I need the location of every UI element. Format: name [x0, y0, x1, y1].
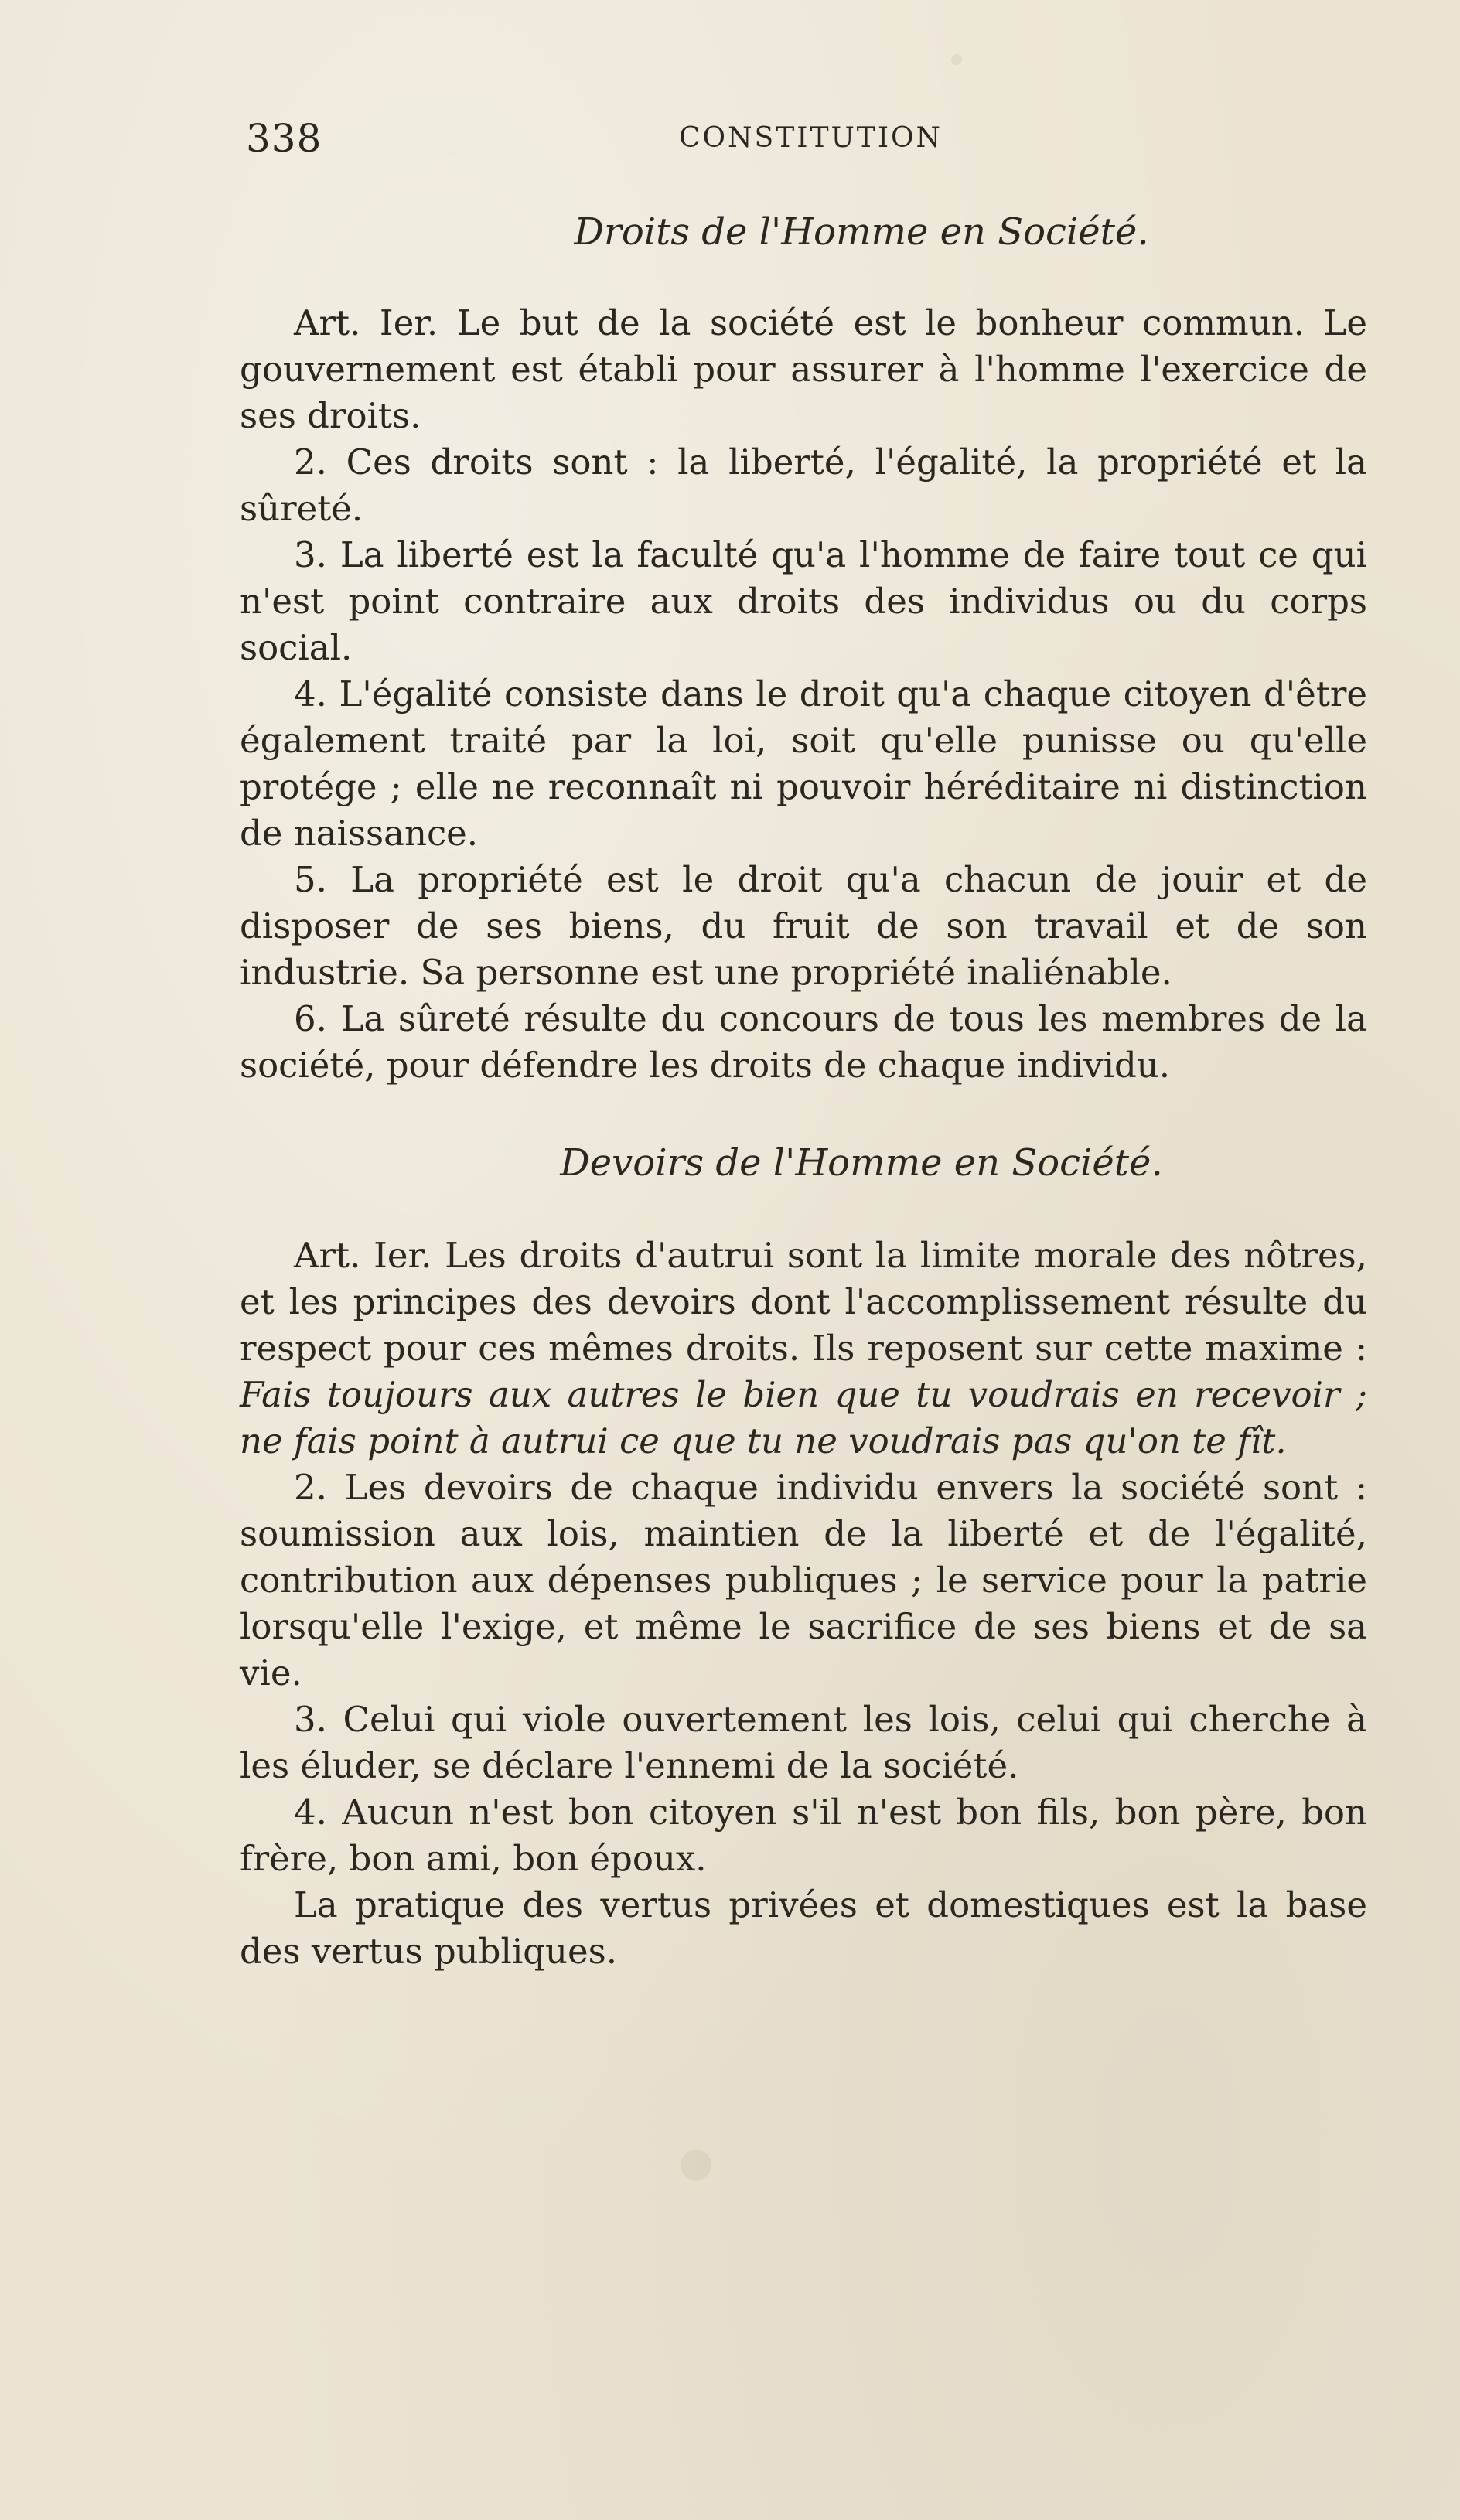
article-paragraph: 4. L'égalité consiste dans le droit qu'a chaque citoyen d'être également traité par la loi, soit qu'elle punisse ou qu'elle protége ; elle ne reconnaît ni pouvoir héréditaire ni distinction de naissance.: [240, 673, 1367, 854]
section-title-devoirs: Devoirs de l'Homme en Société.: [560, 1141, 1163, 1185]
running-head: CONSTITUTION: [679, 122, 943, 154]
section-title-droits: Droits de l'Homme en Société.: [574, 210, 1149, 254]
page-number: 338: [246, 116, 322, 161]
article-paragraph: La pratique des vertus privées et domestiques est la base des vertus publiques.: [240, 1884, 1367, 1972]
text-block: [240, 209, 1367, 1975]
page-header: [246, 116, 1366, 162]
article-paragraph: [240, 1233, 1367, 1465]
article-paragraph: 2. Les devoirs de chaque individu envers la société sont : soumission aux lois, maintien de la liberté et de l'égalité, contribution aux dépenses publiques ; le service pour la patrie lorsqu'elle l'exige, et même le sacrifice de ses biens et de sa vie.: [240, 1467, 1367, 1693]
article-text: Art. Ier. Les droits d'autrui sont la limite morale des nôtres, et les principes des devoirs dont l'accomplissement résulte du respect pour ces mêmes droits. Ils reposent sur cette maxime :: [240, 1235, 1367, 1369]
article-paragraph: 4. Aucun n'est bon citoyen s'il n'est bon fils, bon père, bon frère, bon ami, bon époux.: [240, 1792, 1367, 1879]
paper-stain: [951, 54, 962, 65]
maxim-text: Fais toujours aux autres le bien que tu voudrais en recevoir ; ne fais point à autrui ce que tu ne voudrais pas qu'on te fît.: [240, 1374, 1367, 1461]
article-paragraph: 3. La liberté est la faculté qu'a l'homme de faire tout ce qui n'est point contraire aux droits des individus ou du corps social.: [240, 534, 1367, 668]
article-paragraph: 5. La propriété est le droit qu'a chacun de jouir et de disposer de ses biens, du fruit de son travail et de son industrie. Sa personne est une propriété inaliénable.: [240, 859, 1367, 993]
article-paragraph: 6. La sûreté résulte du concours de tous les membres de la société, pour défendre les droits de chaque individu.: [240, 998, 1367, 1086]
article-paragraph: 2. Ces droits sont : la liberté, l'égalité, la propriété et la sûreté.: [240, 442, 1367, 529]
article-paragraph: 3. Celui qui viole ouvertement les lois, celui qui cherche à les éluder, se déclare l'ennemi de la société.: [240, 1699, 1367, 1786]
article-paragraph: Art. Ier. Le but de la société est le bonheur commun. Le gouvernement est établi pour assurer à l'homme l'exercice de ses droits.: [240, 302, 1367, 436]
paper-stain: [681, 2150, 711, 2181]
